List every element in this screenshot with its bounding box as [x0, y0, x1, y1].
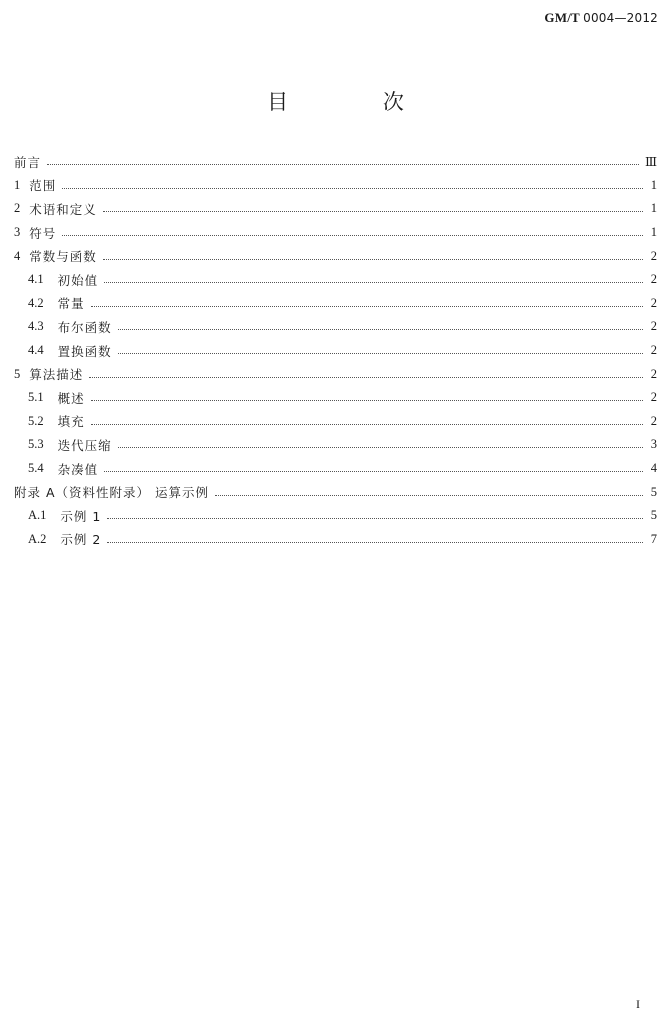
toc-entry[interactable] — [14, 221, 657, 245]
toc-entry[interactable] — [14, 150, 657, 174]
toc-entry-page: 2 — [650, 366, 657, 381]
toc-entry[interactable] — [14, 197, 657, 221]
toc-entry-number: A.1 — [28, 508, 47, 523]
toc-entry-number: 4.2 — [28, 295, 44, 310]
toc-entry-label: 初始值 — [57, 272, 99, 288]
toc-entry-label: 迭代压缩 — [57, 437, 112, 453]
toc-entry-label: 示例 1 — [60, 508, 102, 524]
toc-entry-page: 2 — [650, 413, 657, 428]
toc-entry[interactable] — [14, 504, 657, 528]
toc-dot-leader — [104, 471, 643, 472]
toc-entry-label: 常量 — [57, 296, 85, 312]
toc-entry-page: 5 — [650, 508, 657, 523]
toc-entry-page: Ⅲ — [644, 154, 657, 169]
toc-entry-number: 5.1 — [28, 390, 44, 405]
toc-dot-leader — [103, 259, 643, 260]
toc-entry-page: 4 — [650, 461, 657, 476]
toc-entry[interactable] — [14, 480, 657, 504]
toc-entry-label: 算法描述 — [29, 367, 84, 383]
toc-entry-number: 5.3 — [28, 437, 44, 452]
toc-entry[interactable] — [14, 244, 657, 268]
toc-entry-number: 4 — [14, 248, 21, 263]
toc-dot-leader — [118, 353, 643, 354]
document-code-number: 0004—2012 — [583, 11, 658, 25]
toc-dot-leader — [47, 164, 639, 165]
toc-entry[interactable] — [14, 457, 657, 481]
toc-entry[interactable] — [14, 268, 657, 292]
toc-entry-number: 2 — [14, 201, 21, 216]
toc-dot-leader — [103, 211, 643, 212]
toc-entry-number: A.2 — [28, 531, 47, 546]
toc-entry-label: 术语和定义 — [29, 201, 97, 217]
toc-entry-label: 符号 — [29, 225, 57, 241]
toc-entry[interactable] — [14, 528, 657, 552]
toc-entry-page: 1 — [650, 177, 657, 192]
document-code — [544, 10, 658, 26]
page-title: 目 次 — [267, 90, 448, 114]
toc-entry-page: 7 — [650, 531, 657, 546]
toc-entry-label: 布尔函数 — [57, 319, 112, 335]
toc-dot-leader — [107, 542, 643, 543]
toc-entry-number: 5.2 — [28, 413, 44, 428]
toc-entry-label: 示例 2 — [60, 532, 102, 548]
toc-entry-label: 常数与函数 — [29, 249, 97, 265]
toc-entry-number: 4.4 — [28, 343, 44, 358]
toc-entry-label: 杂凑值 — [57, 461, 99, 477]
toc-entry-label: 前言 — [14, 154, 42, 170]
toc-entry[interactable] — [14, 433, 657, 457]
toc-entry-page: 2 — [650, 343, 657, 358]
toc-dot-leader — [62, 235, 643, 236]
toc-dot-leader — [89, 377, 643, 378]
toc-entry-page: 2 — [650, 295, 657, 310]
toc-dot-leader — [118, 329, 643, 330]
toc-entry-label: 附录 A（资料性附录） 运算示例 — [14, 485, 209, 501]
toc-entry[interactable] — [14, 386, 657, 410]
toc-entry-page: 1 — [650, 201, 657, 216]
toc-entry-label: 概述 — [57, 390, 85, 406]
toc-entry[interactable] — [14, 292, 657, 316]
toc-entry-label: 填充 — [57, 414, 85, 430]
page-number: I — [636, 997, 640, 1011]
toc-dot-leader — [107, 518, 643, 519]
toc-entry-page: 2 — [650, 319, 657, 334]
table-of-contents — [14, 150, 657, 551]
toc-dot-leader — [104, 282, 643, 283]
toc-entry-number: 1 — [14, 177, 21, 192]
toc-entry[interactable] — [14, 315, 657, 339]
toc-dot-leader — [62, 188, 643, 189]
toc-entry-page: 2 — [650, 248, 657, 263]
toc-entry-label: 范围 — [29, 178, 57, 194]
toc-dot-leader — [118, 447, 643, 448]
toc-entry-number: 5 — [14, 366, 21, 381]
toc-entry-page: 2 — [650, 272, 657, 287]
toc-entry-page: 3 — [650, 437, 657, 452]
toc-entry-label: 置换函数 — [57, 343, 112, 359]
toc-dot-leader — [91, 400, 643, 401]
toc-entry-page: 2 — [650, 390, 657, 405]
toc-entry[interactable] — [14, 339, 657, 363]
toc-dot-leader — [91, 306, 643, 307]
document-code-prefix: GM/T — [544, 10, 580, 25]
toc-entry[interactable] — [14, 174, 657, 198]
toc-entry-number: 4.3 — [28, 319, 44, 334]
toc-dot-leader — [215, 495, 643, 496]
toc-entry-page: 5 — [650, 484, 657, 499]
toc-entry-page: 1 — [650, 225, 657, 240]
toc-entry-number: 5.4 — [28, 461, 44, 476]
toc-dot-leader — [91, 424, 643, 425]
toc-entry-number: 4.1 — [28, 272, 44, 287]
toc-entry[interactable] — [14, 362, 657, 386]
toc-entry-number: 3 — [14, 225, 21, 240]
toc-entry[interactable] — [14, 410, 657, 434]
